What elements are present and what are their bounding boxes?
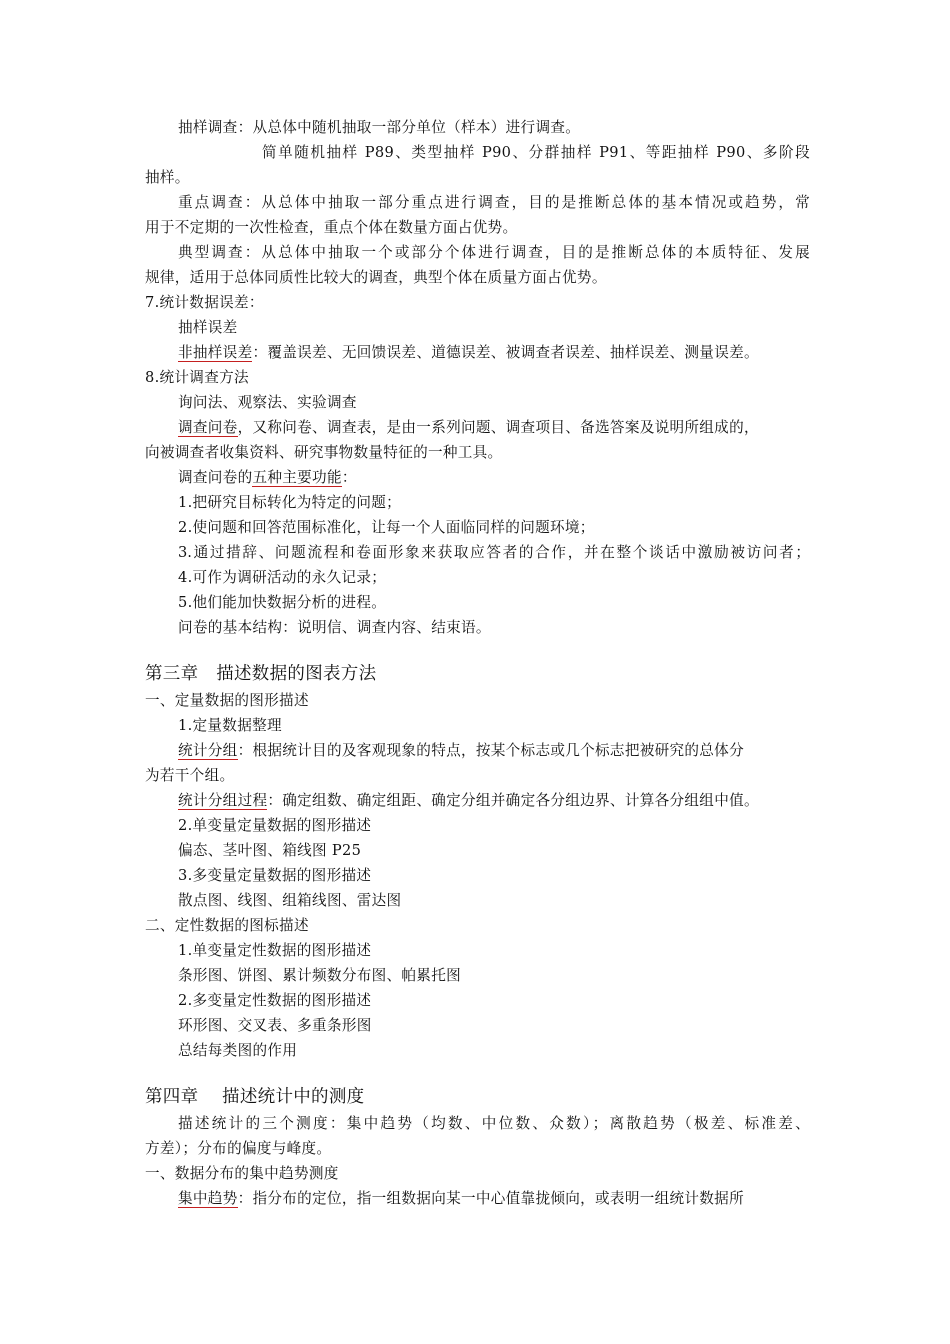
subsection-heading: 1.单变量定性数据的图形描述	[178, 942, 372, 959]
section-heading: 二、定性数据的图标描述	[145, 917, 309, 934]
text-span: 调查问卷的	[178, 469, 253, 486]
text-line: 用于不定期的一次性检查，重点个体在数量方面占优势。	[145, 219, 518, 236]
section-heading: 7.统计数据误差：	[145, 294, 264, 311]
underlined-term: 统计分组	[178, 742, 238, 759]
text-span: ：根据统计目的及客观现象的特点，按某个标志或几个标志把被研究的总体分	[237, 742, 744, 759]
list-item	[178, 543, 810, 563]
text-span: 典型调查：从总体中抽取一个或部分个体进行调查，目的是推断总体的本质特征、发展	[178, 244, 810, 261]
list-item: 2.使问题和回答范围标准化，让每一个人面临同样的问题环境；	[178, 519, 595, 536]
subsection-heading: 2.单变量定量数据的图形描述	[178, 817, 372, 834]
text-span: ：确定组数、确定组距、确定分组并确定各分组边界、计算各分组组中值。	[267, 792, 759, 809]
text-line: 方差）；分布的偏度与峰度。	[145, 1140, 332, 1157]
text-span: 简单随机抽样 P89、类型抽样 P90、分群抽样 P91、等距抽样 P90、多阶段	[262, 144, 810, 161]
underlined-term: 非抽样误差	[178, 344, 253, 361]
text-line	[178, 741, 810, 761]
text-line	[178, 1189, 810, 1209]
text-span: ：	[341, 469, 357, 486]
text-line: 抽样。	[145, 169, 190, 186]
text-line: 规律，适用于总体同质性比较大的调查，典型个体在质量方面占优势。	[145, 269, 607, 286]
text-line: 散点图、线图、组箱线图、雷达图	[178, 892, 402, 909]
text-line	[178, 418, 810, 438]
text-span: ：覆盖误差、无回馈误差、道德误差、被调查者误差、抽样误差、测量误差。	[252, 344, 759, 361]
text-line: 环形图、交叉表、多重条形图	[178, 1017, 372, 1034]
text-span: 3.通过措辞、问题流程和卷面形象来获取应答者的合作，并在整个谈话中激励被访问者；	[178, 544, 810, 561]
section-heading: 一、定量数据的图形描述	[145, 692, 309, 709]
section-heading: 8.统计调查方法	[145, 369, 249, 386]
text-line: 偏态、茎叶图、箱线图 P25	[178, 842, 362, 859]
section-heading: 一、数据分布的集中趋势测度	[145, 1165, 339, 1182]
chapter-title: 第四章 描述统计中的测度	[145, 1087, 365, 1107]
text-line: 总结每类图的作用	[178, 1042, 298, 1059]
subsection-heading: 1.定量数据整理	[178, 717, 282, 734]
underlined-term: 调查问卷	[178, 419, 238, 436]
subsection-heading: 3.多变量定量数据的图形描述	[178, 867, 372, 884]
list-item: 1.把研究目标转化为特定的问题；	[178, 494, 402, 511]
underlined-term: 集中趋势	[178, 1190, 238, 1207]
text-line: 为若干个组。	[145, 767, 235, 784]
text-span: 描述统计的三个测度：集中趋势（均数、中位数、众数）；离散趋势（极差、标准差、	[178, 1115, 810, 1132]
list-item: 5.他们能加快数据分析的进程。	[178, 594, 387, 611]
text-line: 向被调查者收集资料、研究事物数量特征的一种工具。	[145, 444, 503, 461]
text-line	[178, 1114, 810, 1134]
chapter-title: 第三章 描述数据的图表方法	[145, 664, 377, 684]
text-line: 问卷的基本结构：说明信、调查内容、结束语。	[178, 619, 491, 636]
text-line	[178, 243, 810, 263]
text-span: ，又称问卷、调查表，是由一系列问题、调查项目、备选答案及说明所组成的，	[237, 419, 759, 436]
text-span: ：指分布的定位，指一组数据向某一中心值靠拢倾向，或表明一组统计数据所	[237, 1190, 744, 1207]
subsection-heading: 2.多变量定性数据的图形描述	[178, 992, 372, 1009]
list-item: 4.可作为调研活动的永久记录；	[178, 569, 387, 586]
text-line: 询问法、观察法、实验调查	[178, 394, 357, 411]
underlined-term: 统计分组过程	[178, 792, 268, 809]
text-line	[178, 193, 810, 213]
text-line	[178, 468, 843, 488]
text-line: 抽样调查：从总体中随机抽取一部分单位（样本）进行调查。	[178, 119, 581, 136]
underlined-term: 五种主要功能	[252, 469, 342, 486]
text-line	[262, 143, 810, 163]
text-line: 条形图、饼图、累计频数分布图、帕累托图	[178, 967, 461, 984]
text-line	[178, 343, 810, 363]
text-span: 重点调查：从总体中抽取一部分重点进行调查，目的是推断总体的基本情况或趋势，常	[178, 194, 810, 211]
text-line: 抽样误差	[178, 319, 238, 336]
text-line	[178, 791, 810, 811]
